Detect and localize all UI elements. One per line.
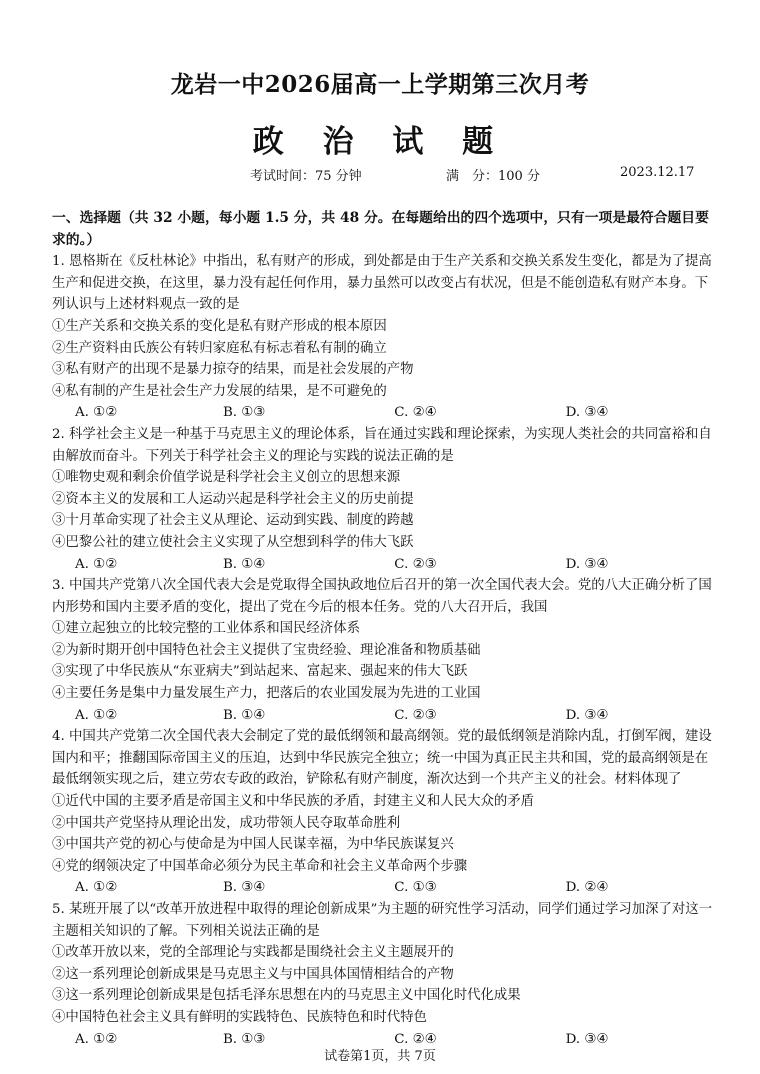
page-footer: 试卷第1页，共 7页 (324, 1049, 436, 1064)
choice-option: C. ②④ (394, 1031, 437, 1047)
exam-date: 2023.12.17 (620, 165, 695, 180)
question-stem: 5. 某班开展了以“改革开放进程中取得的理论创新成果”为主题的研究性学习活动，同学们通过学习加深了对这一主题相关知识的了解。下列相关说法正确的是 (52, 902, 713, 939)
choice-option: A. ①② (75, 707, 118, 723)
statement-item: ②这一系列理论创新成果是马克思主义与中国具体国情相结合的产物 (52, 966, 454, 982)
choice-option: B. ①③ (222, 405, 266, 421)
choice-option: B. ③④ (222, 880, 266, 896)
question-stem: 1. 恩格斯在《反杜林论》中指出，私有财产的形成，到处都是由于生产关系和交换关系发生变化，都是为了提高生产和促进交换，在这里，暴力没有起任何作用，暴力虽然可以改变占有状况，但是不能创造私有财产本身。下列认识与上述材料观点一致的是 (52, 254, 712, 313)
statement-item: ③实现了中华民族从“东亚病夫”到站起来、富起来、强起来的伟大飞跃 (52, 664, 468, 680)
statement-item: ③十月革命实现了社会主义从理论、运动到实践、制度的跨越 (52, 513, 414, 529)
choice-option: C. ①③ (394, 880, 437, 896)
statement-item: ④私有制的产生是社会生产力发展的结果，是不可避免的 (52, 383, 387, 399)
question-stem: 4. 中国共产党第二次全国代表大会制定了党的最低纲领和最高纲领。党的最低纲领是消除内乱，打倒军阀，建设国内和平；推翻国际帝国主义的压迫，达到中华民族完全独立；统一中国为真正民主共和国，党的最高纲领是在最低纲领实现之后，建立劳农专政的政治，铲除私有财产制度，渐次达到一个共产主义的社会。材料体现了 (52, 729, 712, 788)
question-3 (52, 575, 714, 726)
choice-option: D. ③④ (565, 405, 609, 421)
statement-item: ①生产关系和交换关系的变化是私有财产形成的根本原因 (52, 318, 387, 334)
exam-content (52, 208, 714, 1050)
statement-item: ②生产资料由氏族公有转归家庭私有标志着私有制的确立 (52, 340, 387, 356)
statement-item: ④主要任务是集中力量发展生产力，把落后的农业国发展为先进的工业国 (52, 686, 481, 702)
statement-item: ②资本主义的发展和工人运动兴起是科学社会主义的历史前提 (52, 491, 414, 507)
choice-option: D. ②④ (565, 880, 609, 896)
statement-item: ③中国共产党的初心与使命是为中国人民谋幸福，为中华民族谋复兴 (52, 837, 454, 853)
choice-row (52, 554, 714, 576)
choice-option: A. ①② (75, 880, 118, 896)
choice-row (52, 705, 714, 727)
statement-item: ①唯物史观和剩余价值学说是科学社会主义创立的思想来源 (52, 470, 401, 486)
exam-title: 龙岩一中2026届高一上学期第三次月考 (170, 71, 590, 98)
question-4 (52, 726, 714, 899)
choice-option: A. ①② (75, 1031, 118, 1047)
choice-option: A. ①② (75, 405, 118, 421)
question-1 (52, 251, 714, 424)
statement-item: ③这一系列理论创新成果是包括毛泽东思想在内的马克思主义中国化时代化成果 (52, 988, 521, 1004)
subject-title: 政 治 试 题 (252, 124, 508, 160)
statement-item: ④中国特色社会主义具有鲜明的实践特色、民族特色和时代特色 (52, 1009, 427, 1025)
choice-option: B. ①④ (222, 556, 266, 572)
choice-option: D. ③④ (565, 1031, 609, 1047)
question-2 (52, 424, 714, 575)
question-stem: 2. 科学社会主义是一种基于马克思主义的理论体系，旨在通过实践和理论探索，为实现人类社会的共同富裕和自由解放而奋斗。下列关于科学社会主义的理论与实践的说法正确的是 (52, 426, 712, 464)
statement-item: ③私有财产的出现不是暴力掠夺的结果，而是社会发展的产物 (52, 362, 414, 378)
choice-option: A. ①② (75, 556, 118, 572)
choice-option: B. ①③ (222, 1031, 266, 1047)
statement-item: ②为新时期开创中国特色社会主义提供了宝贵经验、理论准备和物质基础 (52, 642, 481, 658)
exam-score: 满 分：100 分 (446, 169, 540, 184)
choice-option: D. ③④ (565, 707, 609, 723)
statement-item: ②中国共产党坚持从理论出发，成功带领人民夺取革命胜利 (52, 815, 401, 831)
choice-option: C. ②③ (394, 556, 437, 572)
statement-item: ④巴黎公社的建立使社会主义实现了从空想到科学的伟大飞跃 (52, 534, 414, 550)
statement-item: ①建立起独立的比较完整的工业体系和国民经济体系 (52, 621, 360, 637)
choice-option: C. ②④ (394, 405, 437, 421)
statement-item: ①近代中国的主要矛盾是帝国主义和中华民族的矛盾，封建主义和人民大众的矛盾 (52, 794, 535, 810)
statement-item: ④党的纲领决定了中国革命必须分为民主革命和社会主义革命两个步骤 (52, 858, 468, 874)
choice-row (52, 877, 714, 899)
choice-row (52, 402, 714, 424)
question-5 (52, 899, 714, 1050)
question-stem: 3. 中国共产党第八次全国代表大会是党取得全国执政地位后召开的第一次全国代表大会。党的八大正确分析了国内形势和国内主要矛盾的变化，提出了党在今后的根本任务。党的八大召开后，我国 (52, 578, 712, 615)
question-list (52, 251, 714, 1050)
choice-option: B. ①④ (222, 707, 266, 723)
section-heading: 一、选择题（共 32 小题，每小题 1.5 分，共 48 分。在每题给出的四个选项中，只有一项是最符合题目要求的。） (52, 210, 709, 248)
choice-option: D. ③④ (565, 556, 609, 572)
statement-item: ①改革开放以来，党的全部理论与实践都是围绕社会主义主题展开的 (52, 945, 454, 961)
exam-time: 考试时间：75 分钟 (250, 169, 362, 184)
choice-option: C. ②③ (394, 707, 437, 723)
